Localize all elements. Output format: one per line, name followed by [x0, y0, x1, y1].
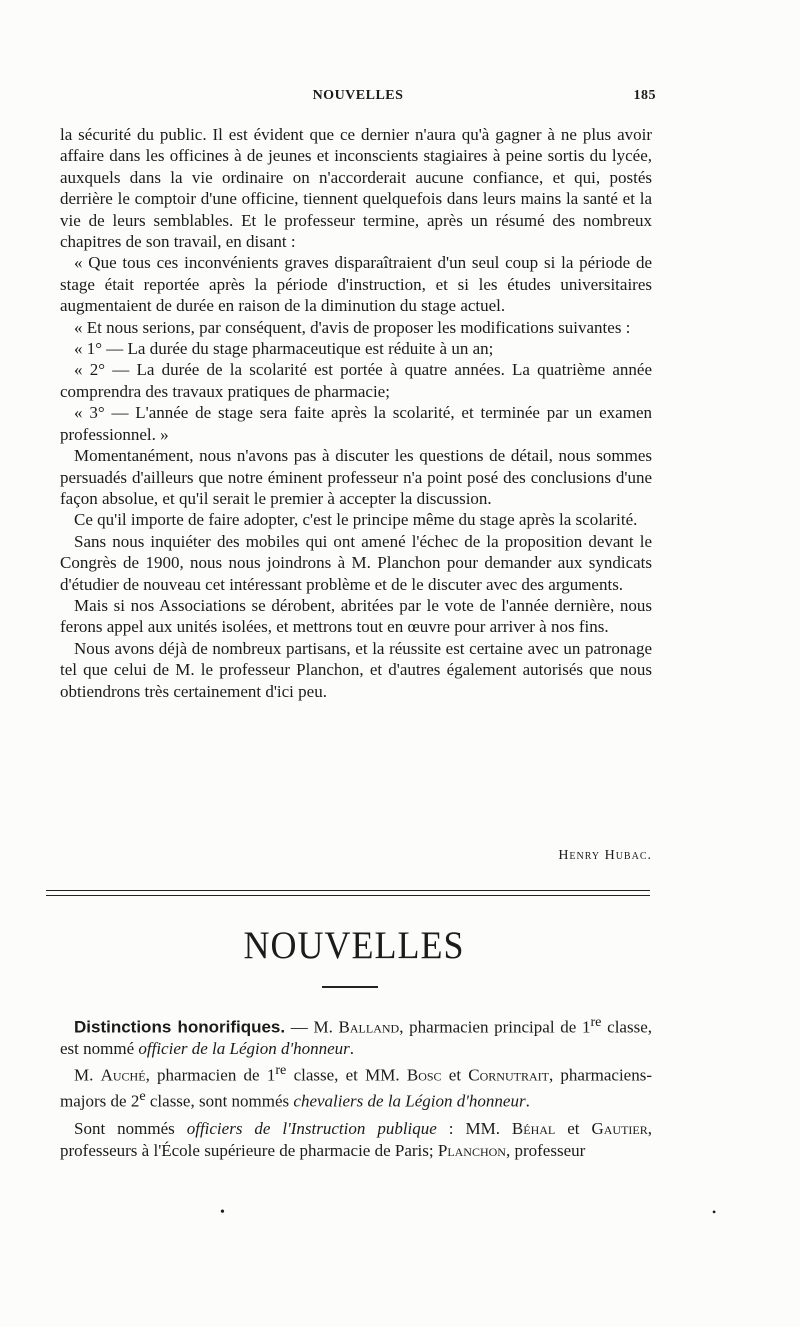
article-paragraph: « 3° — L'année de stage sera faite après la scolarité, et terminée par un examen professionnel. »	[60, 403, 652, 444]
person-name: Auché	[100, 1065, 146, 1085]
print-speck: •	[712, 1205, 717, 1219]
running-head-title: NOUVELLES	[312, 88, 404, 103]
article-paragraph: « Que tous ces inconvénients graves disparaîtraient d'un seul coup si la période de stage était reportée après la période d'instruction, et si les études universitaires augmentaient de durée en raison de la diminution du stage actuel.	[60, 253, 652, 316]
title-underline	[322, 986, 378, 988]
person-name: Cornutrait	[468, 1065, 549, 1085]
news-paragraph: M. Auché, pharmacien de 1re classe, et MM. Bosc et Cornutrait, pharmaciens-majors de 2e classe, sont nommés chevaliers de la Légion d'honneur.	[60, 1061, 652, 1111]
article-paragraph: Mais si nos Associations se dérobent, abritées par le vote de l'année dernière, nous ferons appel aux unités isolées, et mettrons tout en œuvre pour arriver à nos fins.	[60, 595, 652, 637]
person-name: Béhal	[511, 1119, 556, 1139]
article-paragraph: Nous avons déjà de nombreux partisans, et la réussite est certaine avec un patronage tel que celui de M. le professeur Planchon, et d'autres également autorisés que nous obtiendrons très certainement d'ici peu.	[60, 638, 652, 701]
person-name: Bosc	[406, 1065, 442, 1085]
news-heading: Distinctions honorifiques.	[74, 1017, 286, 1037]
article-paragraph: « 2° — La durée de la scolarité est portée à quatre années. La quatrième année comprendra des travaux pratiques de pharmacie;	[60, 360, 652, 401]
print-speck: •	[220, 1205, 225, 1220]
page-number: 185	[633, 88, 656, 103]
article-paragraph: « 1° — La durée du stage pharmaceutique est réduite à un an;	[74, 339, 494, 359]
article-body	[60, 124, 652, 702]
person-name: Balland	[338, 1017, 400, 1037]
article-paragraph: Ce qu'il importe de faire adopter, c'est le principe même du stage après la scolarité.	[74, 510, 638, 530]
person-name: Gautier	[591, 1119, 648, 1139]
section-title: NOUVELLES	[243, 923, 465, 967]
article-paragraph: Sans nous inquiéter des mobiles qui ont amené l'échec de la proposition devant le Congrès de 1900, nous nous joindrons à M. Planchon pour demander aux syndicats d'étudier de nouveau cet intéressant problème et de le discuter avec des arguments.	[60, 531, 652, 594]
article-paragraph: Momentanément, nous n'avons pas à discuter les questions de détail, nous sommes persuadés d'ailleurs que notre éminent professeur n'a point posé des conclusions d'une façon absolue, et qu'il serait le premier à accepter la discussion.	[60, 446, 652, 508]
news-section	[60, 1012, 652, 1162]
news-paragraph: Sont nommés officiers de l'Instruction publique : MM. Béhal et Gautier, professeurs à l'École supérieure de pharmacie de Paris; Planchon, professeur	[60, 1119, 652, 1160]
person-name: Planchon	[437, 1140, 506, 1160]
article-paragraph: « Et nous serions, par conséquent, d'avis de proposer les modifications suivantes :	[74, 317, 631, 337]
author-signature: Henry Hubac.	[558, 848, 652, 863]
article-paragraph: la sécurité du public. Il est évident que ce dernier n'aura qu'à gagner à ne plus avoir affaire dans les officines à de jeunes et inconscients stagiaires à peine sortis du lycée, auxquels dans la vie ordinaire on n'accorderait aucune confiance, et qui, postés derrière le comptoir d'une officine, tiennent quelquefois dans leurs mains la santé et la vie de leurs semblables. Et le professeur termine, après un résumé des nombreux chapitres de son travail, en disant :	[60, 125, 652, 252]
news-paragraph: Distinctions honorifiques. — M. Balland, pharmacien principal de 1re classe, est nommé officier de la Légion d'honneur.	[60, 1014, 652, 1059]
section-divider	[46, 890, 650, 896]
